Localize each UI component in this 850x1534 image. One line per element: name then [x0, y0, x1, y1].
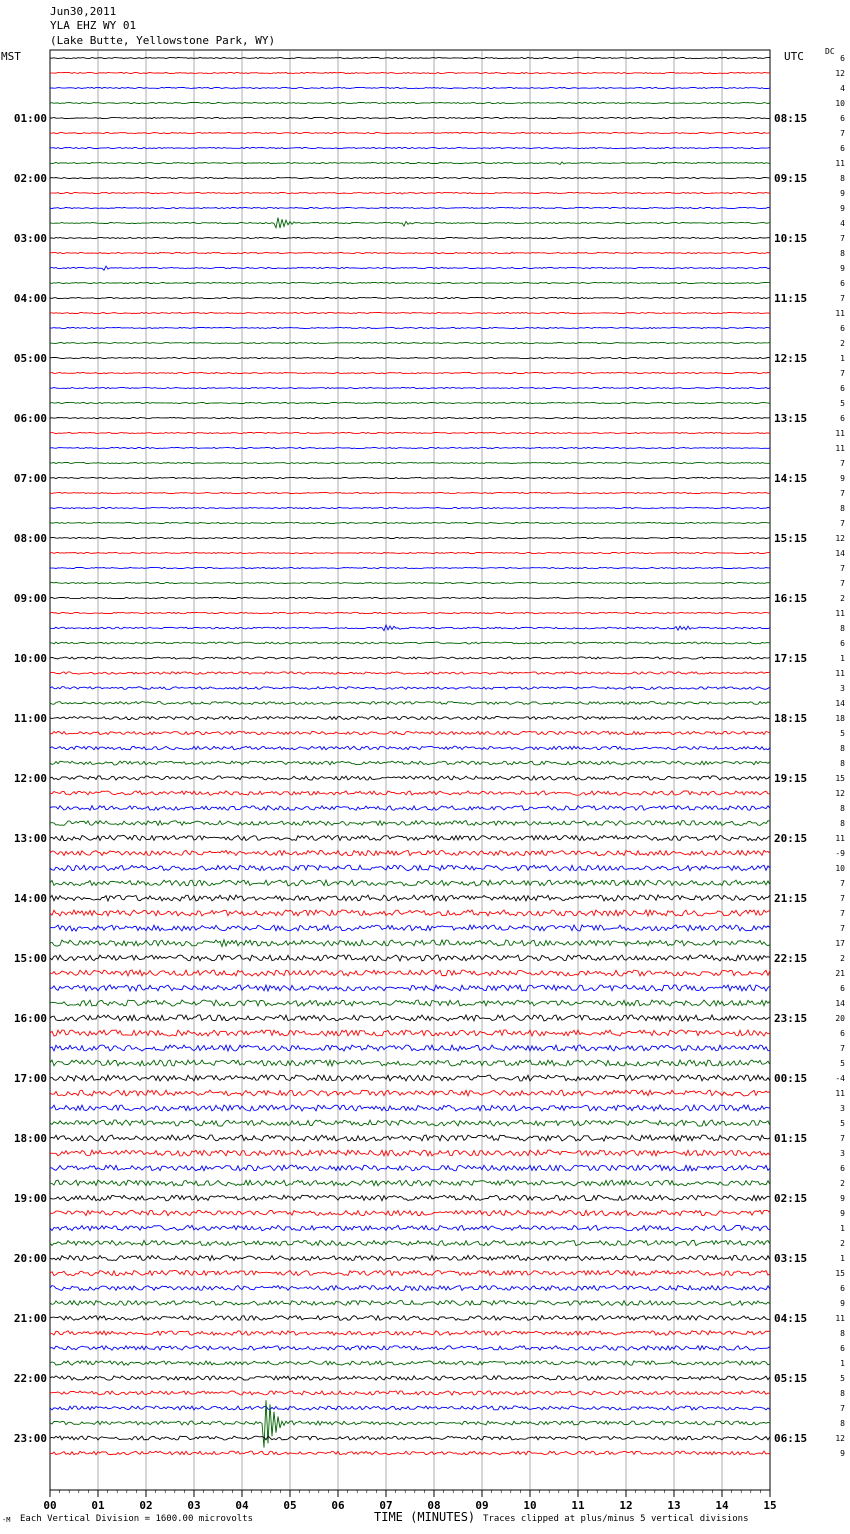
- x-axis-label: TIME (MINUTES): [374, 1510, 476, 1524]
- seismic-trace: [50, 132, 770, 133]
- seismic-trace: [50, 657, 770, 659]
- dc-offset-label: 3: [840, 1149, 845, 1158]
- dc-offset-label: 8: [840, 174, 845, 183]
- seismic-trace: [50, 218, 770, 229]
- seismic-trace: [50, 1316, 770, 1321]
- plot-frame: [50, 50, 770, 1490]
- dc-offset-label: 12: [835, 789, 845, 798]
- dc-offset-label: 11: [835, 1089, 845, 1098]
- seismic-trace: [50, 1406, 770, 1410]
- dc-offset-label: 1: [840, 654, 845, 663]
- seismic-trace: [50, 880, 770, 886]
- seismic-trace: [50, 147, 770, 148]
- dc-offset-label: 14: [835, 549, 845, 558]
- seismic-trace: [50, 1376, 770, 1380]
- dc-offset-label: 9: [840, 1299, 845, 1308]
- seismic-trace: [50, 207, 770, 208]
- dc-offset-label: 7: [840, 489, 845, 498]
- seismic-trace: [50, 522, 770, 523]
- seismic-trace: [50, 1331, 770, 1336]
- station-code: YLA EHZ WY 01: [50, 19, 137, 32]
- corner-mark: -M: [2, 1516, 11, 1524]
- dc-offset-label: 11: [835, 834, 845, 843]
- seismic-trace: [50, 1120, 770, 1126]
- dc-offset-label: 3: [840, 1104, 845, 1113]
- seismic-trace: [50, 791, 770, 795]
- seismic-trace: [50, 1400, 770, 1447]
- dc-offset-label: 7: [840, 909, 845, 918]
- dc-offset-label: 9: [840, 474, 845, 483]
- dc-offset-label: 8: [840, 804, 845, 813]
- dc-offset-label: 11: [835, 159, 845, 168]
- dc-offset-label: 5: [840, 1374, 845, 1383]
- seismic-trace: [50, 492, 770, 493]
- dc-offset-label: 17: [835, 939, 845, 948]
- left-hour-label: 18:00: [13, 1132, 47, 1145]
- dc-offset-label: 12: [835, 534, 845, 543]
- seismic-trace: [50, 87, 770, 88]
- dc-offset-label: 21: [835, 969, 845, 978]
- seismic-trace: [50, 477, 770, 478]
- x-tick-label: 13: [667, 1499, 681, 1512]
- dc-offset-label: 2: [840, 1239, 845, 1248]
- seismic-trace: [50, 1286, 770, 1291]
- left-hour-label: 19:00: [13, 1192, 47, 1205]
- seismic-trace: [50, 1436, 770, 1440]
- dc-offset-label: 8: [840, 1329, 845, 1338]
- right-hour-label: 19:15: [774, 772, 808, 785]
- dc-offset-label: 15: [835, 1269, 845, 1278]
- left-hour-label: 02:00: [13, 172, 47, 185]
- x-tick-label: 01: [91, 1499, 105, 1512]
- seismic-trace: [50, 1195, 770, 1201]
- right-hour-label: 16:15: [774, 592, 808, 605]
- dc-offset-label: 8: [840, 744, 845, 753]
- seismic-trace: [50, 1301, 770, 1306]
- seismic-trace: [50, 746, 770, 750]
- dc-offset-label: 7: [840, 579, 845, 588]
- dc-offset-label: 8: [840, 759, 845, 768]
- dc-offset-label: 3: [840, 684, 845, 693]
- left-hour-label: 05:00: [13, 352, 47, 365]
- dc-offset-label: 7: [840, 519, 845, 528]
- left-hour-label: 15:00: [13, 952, 47, 965]
- dc-offset-label: 5: [840, 1119, 845, 1128]
- x-tick-label: 15: [763, 1499, 777, 1512]
- seismic-trace: [50, 985, 770, 991]
- seismic-trace: [50, 1075, 770, 1081]
- seismic-trace: [50, 672, 770, 674]
- left-hour-label: 06:00: [13, 412, 47, 425]
- dc-offset-label: 6: [840, 324, 845, 333]
- dc-offset-label: 6: [840, 984, 845, 993]
- left-hour-label: 22:00: [13, 1372, 47, 1385]
- seismic-trace: [50, 910, 770, 916]
- dc-offset-label: 9: [840, 1209, 845, 1218]
- seismic-trace: [50, 252, 770, 254]
- seismic-trace: [50, 1361, 770, 1365]
- seismic-trace: [50, 1000, 770, 1006]
- seismic-trace: [50, 731, 770, 734]
- dc-offset-label: 7: [840, 564, 845, 573]
- seismic-trace: [50, 282, 770, 283]
- seismic-trace: [50, 72, 770, 73]
- dc-offset-label: -4: [835, 1074, 845, 1083]
- x-tick-label: 06: [331, 1499, 345, 1512]
- left-hour-label: 20:00: [13, 1252, 47, 1265]
- seismic-trace: [50, 372, 770, 373]
- seismic-trace: [50, 1135, 770, 1141]
- seismic-trace: [50, 836, 770, 841]
- dc-offset-label: 9: [840, 204, 845, 213]
- dc-offset-label: -9: [835, 849, 845, 858]
- seismic-trace: [50, 597, 770, 598]
- left-hour-label: 12:00: [13, 772, 47, 785]
- seismic-trace: [50, 1210, 770, 1215]
- x-tick-label: 14: [715, 1499, 729, 1512]
- left-hour-label: 03:00: [13, 232, 47, 245]
- seismic-trace: [50, 895, 770, 901]
- right-hour-label: 00:15: [774, 1072, 808, 1085]
- right-hour-label: 02:15: [774, 1192, 808, 1205]
- dc-offset-label: 6: [840, 384, 845, 393]
- right-timezone-label: UTC: [784, 50, 804, 63]
- dc-offset-label: 8: [840, 504, 845, 513]
- dc-offset-label: 9: [840, 264, 845, 273]
- dc-offset-label: 9: [840, 1194, 845, 1203]
- dc-offset-label: 6: [840, 279, 845, 288]
- seismic-trace: [50, 955, 770, 961]
- dc-offset-label: 5: [840, 729, 845, 738]
- seismic-trace: [50, 761, 770, 765]
- dc-offset-label: 10: [835, 99, 845, 108]
- seismic-trace: [50, 417, 770, 418]
- dc-offset-label: 6: [840, 1284, 845, 1293]
- right-hour-label: 06:15: [774, 1432, 808, 1445]
- left-hour-label: 09:00: [13, 592, 47, 605]
- seismic-trace: [50, 687, 770, 690]
- right-hour-label: 01:15: [774, 1132, 808, 1145]
- x-tick-label: 10: [523, 1499, 537, 1512]
- seismic-trace: [50, 552, 770, 553]
- x-tick-label: 02: [139, 1499, 153, 1512]
- dc-offset-label: 4: [840, 219, 845, 228]
- right-hour-label: 09:15: [774, 172, 808, 185]
- left-hour-label: 01:00: [13, 112, 47, 125]
- seismic-trace: [50, 537, 770, 538]
- x-tick-label: 12: [619, 1499, 633, 1512]
- seismic-trace: [50, 776, 770, 780]
- dc-offset-label: 18: [835, 714, 845, 723]
- right-hour-label: 05:15: [774, 1372, 808, 1385]
- x-tick-label: 08: [427, 1499, 441, 1512]
- seismic-trace: [50, 717, 770, 720]
- dc-offset-label: 7: [840, 1404, 845, 1413]
- seismic-trace: [50, 177, 770, 178]
- seismic-trace: [50, 1346, 770, 1350]
- x-tick-label: 07: [379, 1499, 393, 1512]
- right-hour-label: 14:15: [774, 472, 808, 485]
- dc-offset-label: 6: [840, 1344, 845, 1353]
- dc-offset-label: 4: [840, 84, 845, 93]
- seismic-trace: [50, 1105, 770, 1111]
- seismic-trace: [50, 1030, 770, 1036]
- left-hour-label: 11:00: [13, 712, 47, 725]
- seismic-trace: [50, 327, 770, 328]
- seismic-trace: [50, 447, 770, 448]
- dc-offset-label: 9: [840, 189, 845, 198]
- right-hour-label: 18:15: [774, 712, 808, 725]
- right-hour-label: 21:15: [774, 892, 808, 905]
- dc-offset-label: 20: [835, 1014, 845, 1023]
- seismic-trace: [50, 387, 770, 388]
- dc-offset-label: 8: [840, 1419, 845, 1428]
- left-hour-label: 04:00: [13, 292, 47, 305]
- scale-note: Each Vertical Division = 1600.00 microvolts: [20, 1514, 253, 1524]
- dc-offset-label: 14: [835, 999, 845, 1008]
- dc-offset-label: 1: [840, 1254, 845, 1263]
- clip-note: Traces clipped at plus/minus 5 vertical divisions: [483, 1514, 749, 1524]
- dc-offset-label: 7: [840, 234, 845, 243]
- seismic-trace: [50, 865, 770, 871]
- dc-offset-label: 11: [835, 609, 845, 618]
- seismic-trace: [50, 462, 770, 463]
- seismic-trace: [50, 312, 770, 313]
- dc-offset-label: 6: [840, 1164, 845, 1173]
- seismic-trace: [50, 970, 770, 976]
- seismic-trace: [50, 192, 770, 194]
- record-date: Jun30,2011: [50, 5, 117, 18]
- right-hour-label: 08:15: [774, 112, 808, 125]
- seismic-trace: [50, 1150, 770, 1156]
- x-tick-label: 03: [187, 1499, 201, 1512]
- seismic-trace: [50, 925, 770, 931]
- dc-offset-label: 6: [840, 1029, 845, 1038]
- seismic-trace: [50, 237, 770, 238]
- seismic-trace: [50, 57, 770, 58]
- dc-offset-label: 7: [840, 1044, 845, 1053]
- left-hour-label: 10:00: [13, 652, 47, 665]
- dc-offset-label: 7: [840, 1134, 845, 1143]
- dc-offset-label: 5: [840, 1059, 845, 1068]
- dc-offset-label: 7: [840, 129, 845, 138]
- seismic-trace: [50, 940, 770, 947]
- seismic-trace: [50, 850, 770, 855]
- seismic-trace: [50, 1271, 770, 1276]
- dc-offset-label: 7: [840, 894, 845, 903]
- seismic-trace: [50, 117, 770, 118]
- dc-offset-label: 12: [835, 69, 845, 78]
- seismic-trace: [50, 1060, 770, 1066]
- dc-offset-label: 7: [840, 924, 845, 933]
- dc-offset-label: 11: [835, 669, 845, 678]
- dc-offset-label: 1: [840, 1224, 845, 1233]
- dc-offset-label: 2: [840, 594, 845, 603]
- dc-offset-label: 14: [835, 699, 845, 708]
- dc-offset-label: 11: [835, 1314, 845, 1323]
- seismic-trace: [50, 612, 770, 613]
- dc-offset-label: 10: [835, 864, 845, 873]
- dc-offset-label: 8: [840, 819, 845, 828]
- seismic-trace: [50, 1240, 770, 1245]
- dc-offset-label: 6: [840, 114, 845, 123]
- right-hour-label: 04:15: [774, 1312, 808, 1325]
- seismic-trace: [50, 1255, 770, 1260]
- left-hour-label: 07:00: [13, 472, 47, 485]
- seismic-trace: [50, 357, 770, 358]
- seismic-trace: [50, 342, 770, 343]
- dc-offset-label: 1: [840, 1359, 845, 1368]
- left-hour-label: 17:00: [13, 1072, 47, 1085]
- seismic-trace: [50, 582, 770, 583]
- dc-offset-label: 15: [835, 774, 845, 783]
- dc-offset-label: 11: [835, 444, 845, 453]
- right-hour-label: 17:15: [774, 652, 808, 665]
- station-location: (Lake Butte, Yellowstone Park, WY): [50, 34, 276, 47]
- right-hour-label: 03:15: [774, 1252, 808, 1265]
- seismic-trace: [50, 1225, 770, 1230]
- dc-offset-label: 11: [835, 309, 845, 318]
- dc-offset-label: 6: [840, 414, 845, 423]
- dc-offset-label: 2: [840, 339, 845, 348]
- left-hour-label: 13:00: [13, 832, 47, 845]
- seismic-trace: [50, 297, 770, 298]
- seismic-trace: [50, 702, 770, 705]
- dc-offset-label: 8: [840, 624, 845, 633]
- seismic-trace: [50, 1165, 770, 1171]
- dc-offset-label: 6: [840, 639, 845, 648]
- x-tick-label: 11: [571, 1499, 585, 1512]
- right-hour-label: 12:15: [774, 352, 808, 365]
- seismic-trace: [50, 625, 770, 631]
- left-hour-label: 14:00: [13, 892, 47, 905]
- left-hour-label: 16:00: [13, 1012, 47, 1025]
- x-tick-label: 00: [43, 1499, 57, 1512]
- dc-offset-label: 7: [840, 459, 845, 468]
- seismic-trace: [50, 1391, 770, 1395]
- dc-offset-label: 8: [840, 1389, 845, 1398]
- seismic-trace: [50, 567, 770, 568]
- dc-offset-label: 2: [840, 954, 845, 963]
- right-hour-label: 20:15: [774, 832, 808, 845]
- right-hour-label: 11:15: [774, 292, 808, 305]
- seismic-trace: [50, 1451, 770, 1455]
- seismic-trace: [50, 821, 770, 826]
- left-hour-label: 21:00: [13, 1312, 47, 1325]
- seismic-trace: [50, 507, 770, 508]
- dc-offset-label: 2: [840, 1179, 845, 1188]
- x-tick-label: 04: [235, 1499, 249, 1512]
- dc-offset-label: 9: [840, 1449, 845, 1458]
- left-hour-label: 23:00: [13, 1432, 47, 1445]
- dc-offset-label: 5: [840, 399, 845, 408]
- right-hour-label: 10:15: [774, 232, 808, 245]
- dc-offset-label: 6: [840, 54, 845, 63]
- dc-offset-label: 1: [840, 354, 845, 363]
- seismic-trace: [50, 642, 770, 644]
- right-hour-label: 23:15: [774, 1012, 808, 1025]
- seismic-trace: [50, 162, 770, 165]
- dc-offset-label: 8: [840, 249, 845, 258]
- seismic-trace: [50, 402, 770, 403]
- dc-offset-label: 12: [835, 1434, 845, 1443]
- seismic-trace: [50, 266, 770, 270]
- right-hour-label: 15:15: [774, 532, 808, 545]
- seismic-trace: [50, 1015, 770, 1021]
- seismic-trace: [50, 1180, 770, 1186]
- dc-offset-label: 6: [840, 144, 845, 153]
- dc-offset-label: 7: [840, 369, 845, 378]
- seismic-trace: [50, 432, 770, 433]
- seismic-trace: [50, 1045, 770, 1051]
- dc-label: DC: [825, 47, 835, 56]
- x-tick-label: 09: [475, 1499, 489, 1512]
- left-timezone-label: MST: [1, 50, 21, 63]
- right-hour-label: 22:15: [774, 952, 808, 965]
- seismic-trace: [50, 1090, 770, 1096]
- x-tick-label: 05: [283, 1499, 297, 1512]
- dc-offset-label: 7: [840, 879, 845, 888]
- seismic-trace: [50, 806, 770, 811]
- right-hour-label: 13:15: [774, 412, 808, 425]
- dc-offset-label: 11: [835, 429, 845, 438]
- seismic-trace: [50, 102, 770, 103]
- dc-offset-label: 7: [840, 294, 845, 303]
- left-hour-label: 08:00: [13, 532, 47, 545]
